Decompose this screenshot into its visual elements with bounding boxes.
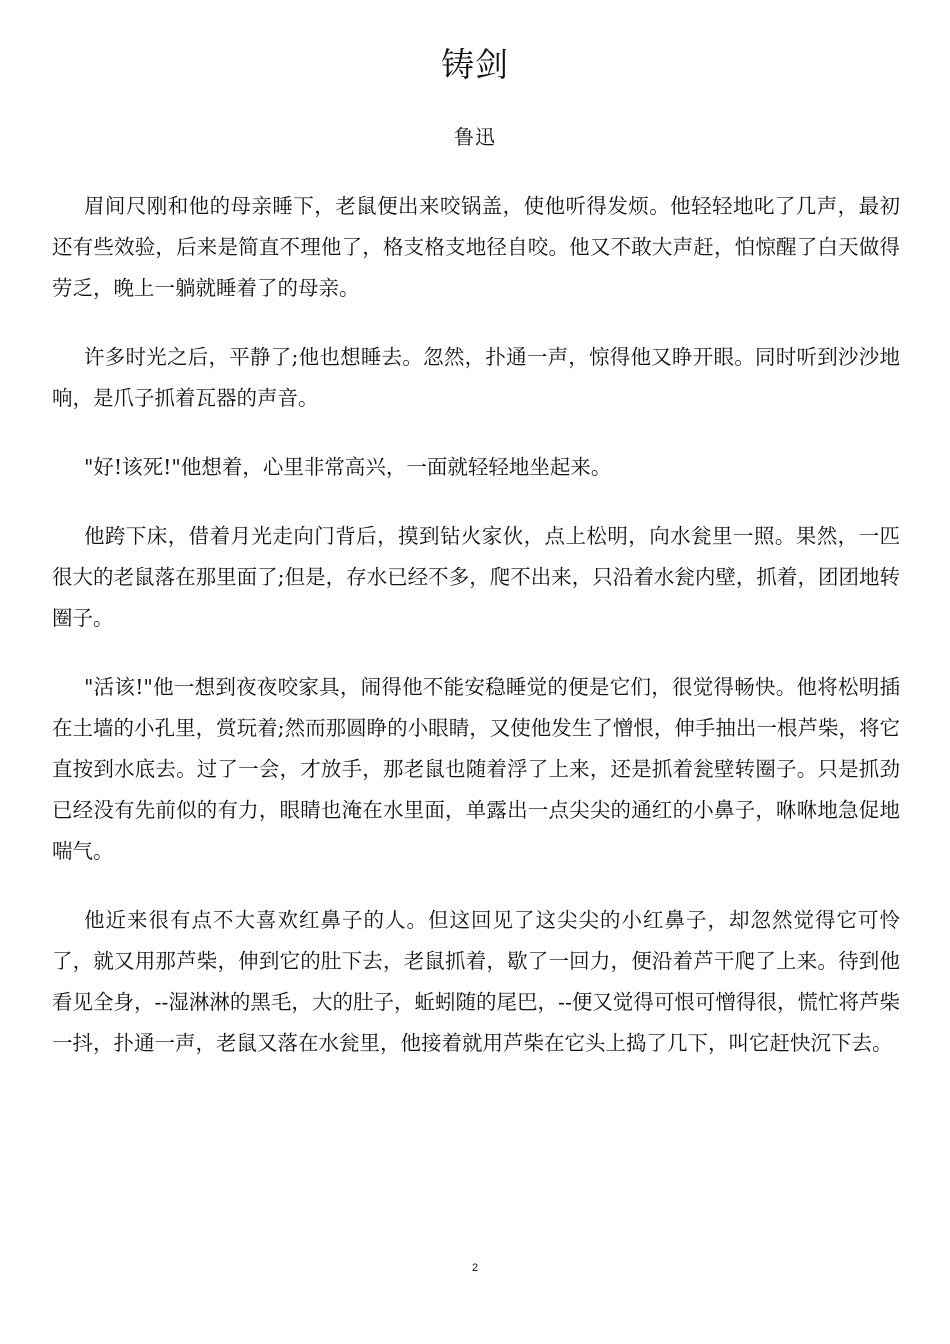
article-body xyxy=(52,186,900,1092)
paragraph: 许多时光之后，平静了;他也想睡去。忽然，扑通一声，惊得他又睁开眼。同时听到沙沙地响，是爪子抓着瓦器的声音。 xyxy=(52,345,900,410)
page-title: 铸剑 xyxy=(441,45,509,84)
paragraph: 眉间尺刚和他的母亲睡下，老鼠便出来咬锅盖，使他听得发烦。他轻轻地叱了几声，最初还有些效验，后来是简直不理他了，格支格支地径自咬。他又不敢大声赶，怕惊醒了白天做得劳乏，晚上一躺就睡着了的母亲。 xyxy=(52,194,900,300)
paragraph: "好!该死!"他想着，心里非常高兴，一面就轻轻地坐起来。 xyxy=(84,455,612,479)
author-name: 鲁迅 xyxy=(454,125,496,149)
paragraph: "活该!"他一想到夜夜咬家具，闹得他不能安稳睡觉的便是它们，很觉得畅快。他将松明插在土墙的小孔里，赏玩着;然而那圆睁的小眼睛，又使他发生了憎恨，伸手抽出一根芦柴，将它直按到水底去。过了一会，才放手，那老鼠也随着浮了上来，还是抓着瓮壁转圈子。只是抓劲已经没有先前似的有力，眼睛也淹在水里面，单露出一点尖尖的通红的小鼻子，咻咻地急促地喘气。 xyxy=(52,675,900,863)
page-number: 2 xyxy=(471,1262,479,1274)
paragraph: 他近来很有点不大喜欢红鼻子的人。但这回见了这尖尖的小红鼻子，却忽然觉得它可怜了，就又用那芦柴，伸到它的肚下去，老鼠抓着，歇了一回力，便沿着芦干爬了上来。待到他看见全身，--湿淋淋的黑毛，大的肚子，蚯蚓随的尾巴，--便又觉得可恨可憎得很，慌忙将芦柴一抖，扑通一声，老鼠又落在水瓮里，他接着就用芦柴在它头上捣了几下，叫它赶快沉下去。 xyxy=(52,908,900,1055)
paragraph: 他跨下床，借着月光走向门背后，摸到钻火家伙，点上松明，向水瓮里一照。果然，一匹很大的老鼠落在那里面了;但是，存水已经不多，爬不出来，只沿着水瓮内壁，抓着，团团地转圈子。 xyxy=(52,524,900,630)
